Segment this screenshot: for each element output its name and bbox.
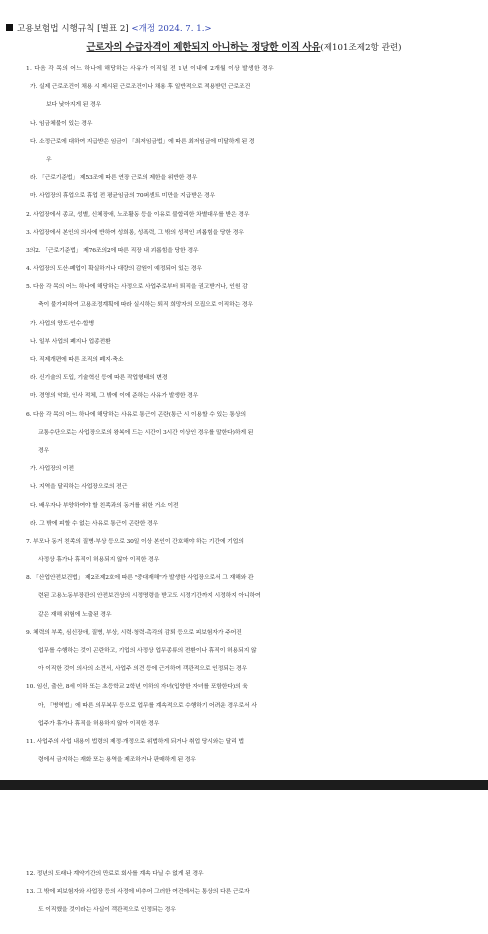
document-header <box>6 22 212 36</box>
list-item: 아 이직한 것이 의사의 소견서, 사업주 의견 등에 근거하여 객관적으로 인정되는 경우 <box>38 666 248 673</box>
list-item: 우 <box>46 156 52 163</box>
list-item: 3. 사업장에서 본인의 의사에 반하여 성희롱, 성폭력, 그 밖의 성적인 괴롭힘을 당한 경우 <box>26 229 244 236</box>
list-item: 도 이직했을 것이라는 사실이 객관적으로 인정되는 경우 <box>38 907 176 914</box>
list-item: 라. 그 밖에 피할 수 없는 사유로 통근이 곤란한 경우 <box>30 520 159 527</box>
list-item: 보다 낮아지게 된 경우 <box>46 102 102 109</box>
list-item: 다. 직제개편에 따른 조직의 폐지·축소 <box>30 357 124 363</box>
reasons-list-part1 <box>0 60 488 769</box>
list-item: 12. 정년의 도래나 계약기간의 만료로 회사를 계속 다닐 수 없게 된 경우 <box>26 871 204 877</box>
list-item: 마. 경영의 악화, 인사 적체, 그 밖에 이에 준하는 사유가 발생한 경우 <box>30 393 199 400</box>
title-reference: (제101조제2항 관련) <box>320 43 402 53</box>
list-item: 8. 「산업안전보건법」 제2조제2호에 따른 "중대재해"가 발생한 사업장으로서 그 재해와 관 <box>26 575 254 582</box>
list-item: 축이 불가피하여 고용조정계획에 따라 실시하는 퇴직 희망자의 모집으로 이직하는 경우 <box>38 302 253 309</box>
list-item: 라. 신기술의 도입, 기술혁신 등에 따른 작업형태의 변경 <box>30 375 168 382</box>
list-item: 9. 체력의 부족, 심신장애, 질병, 부상, 시력·청력·촉각의 감퇴 등으로 피보험자가 주어진 <box>26 629 242 636</box>
list-item: 나. 일부 사업의 폐지나 업종전환 <box>30 338 111 345</box>
revision-note: <개정 2024. 7. 1.> <box>131 24 212 34</box>
list-item: 13. 그 밖에 피보험자와 사업장 등의 사정에 비추어 그러한 여건에서는 통상의 다른 근로자 <box>26 889 250 896</box>
list-item: 가. 사업의 양도·인수·합병 <box>30 320 95 327</box>
list-item: 5. 다음 각 목의 어느 하나에 해당하는 사정으로 사업주로부터 퇴직을 권고받거나, 인원 감 <box>26 284 248 291</box>
list-item: 3의2. 「근로기준법」 제76조의2에 따른 직장 내 괴롭힘을 당한 경우 <box>26 247 199 254</box>
square-bullet-icon <box>6 24 13 31</box>
list-item: 마. 사업장의 휴업으로 휴업 전 평균임금의 70퍼센트 미만을 지급받은 경우 <box>30 193 216 200</box>
list-item: 나. 지역을 달리하는 사업장으로의 전근 <box>30 484 128 491</box>
list-item: 업주가 휴가나 휴직을 허용하지 않아 이직한 경우 <box>38 720 160 727</box>
list-item: 4. 사업장의 도산·폐업이 확실하거나 대량의 감원이 예정되어 있는 경우 <box>26 266 202 273</box>
title-main: 근로자의 수급자격이 제한되지 아니하는 정당한 이직 사유 <box>86 42 321 53</box>
list-item: 가. 사업장의 이전 <box>30 466 74 473</box>
list-item: 경우 <box>38 447 50 454</box>
list-item: 나. 임금체불이 있는 경우 <box>30 120 93 127</box>
list-item: 라. 「근로기준법」 제53조에 따른 연장 근로의 제한을 위반한 경우 <box>30 175 198 182</box>
list-item: 다. 배우자나 부양하여야 할 친족과의 동거를 위한 거소 이전 <box>30 502 179 509</box>
list-item: 련된 고용노동부장관의 안전보건상의 시정명령을 받고도 시정기간까지 시정하지 아니하여 <box>38 593 261 600</box>
list-item: 7. 부모나 동거 친족의 질병·부상 등으로 30일 이상 본인이 간호해야 하는 기간에 기업의 <box>26 538 244 545</box>
list-item: 2. 사업장에서 종교, 성별, 신체장애, 노조활동 등을 이유로 불합리한 차별대우를 받은 경우 <box>26 211 250 218</box>
list-item: 다. 소정근로에 대하여 지급받은 임금이 「최저임금법」에 따른 최저임금에 미달하게 된 경 <box>30 138 255 145</box>
list-item: 아, 「병역법」에 따른 의무복무 등으로 업무를 계속적으로 수행하기 어려운 경우로서 사 <box>38 702 257 709</box>
list-item: 같은 재해 위험에 노출된 경우 <box>38 611 112 618</box>
list-item: 10. 임신, 출산, 8세 이하 또는 초등학교 2학년 이하의 자녀(입양한 자녀를 포함한다)의 육 <box>26 684 248 691</box>
list-item: 1. 다음 각 목의 어느 하나에 해당하는 사유가 이직일 전 1년 이내에 2개월 이상 발생한 경우 <box>26 66 274 72</box>
reasons-list-part2 <box>0 865 488 920</box>
list-item: 교통수단으로는 사업장으로의 왕복에 드는 시간이 3시간 이상인 경우를 말한다)하게 된 <box>38 429 254 436</box>
header-label: 고용보험법 시행규칙 [별표 2] <box>17 24 129 34</box>
list-item: 업무를 수행하는 것이 곤란하고, 기업의 사정상 업무종류의 전환이나 휴직이 허용되지 않 <box>38 648 257 654</box>
list-item: 사정상 휴가나 휴직이 허용되지 않아 이직한 경우 <box>38 557 160 564</box>
list-item: 6. 다음 각 목의 어느 하나에 해당하는 사유로 통근이 곤란(통근 시 이용할 수 있는 통상의 <box>26 411 246 418</box>
list-item: 령에서 금지하는 재화 또는 용역을 제조하거나 판매하게 된 경우 <box>38 757 196 764</box>
page-divider <box>0 780 488 790</box>
list-item: 11. 사업주의 사업 내용이 법령의 제정·개정으로 위법하게 되거나 취업 당시와는 달리 법 <box>26 738 244 745</box>
document-title <box>0 40 488 56</box>
list-item: 가. 실제 근로조건이 채용 시 제시된 근로조건이나 채용 후 일반적으로 적용받던 근로조건 <box>30 84 251 91</box>
